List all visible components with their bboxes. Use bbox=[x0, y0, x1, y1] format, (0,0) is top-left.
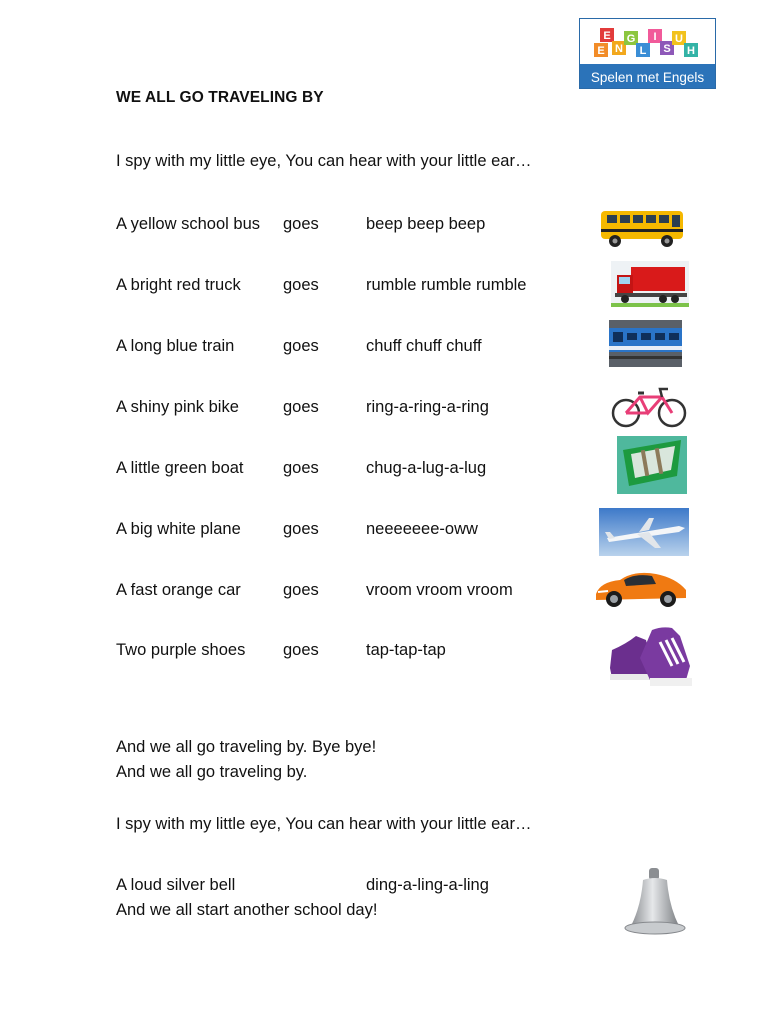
spelen-met-engels-logo bbox=[579, 18, 716, 89]
purple-shoes-icon bbox=[606, 622, 696, 690]
row-subject: A yellow school bus bbox=[116, 215, 260, 233]
svg-text:I: I bbox=[653, 31, 657, 43]
svg-text:H: H bbox=[687, 45, 695, 57]
row-sound: ring-a-ring-a-ring bbox=[366, 398, 489, 416]
green-boat-icon bbox=[617, 436, 687, 494]
row-subject: A little green boat bbox=[116, 459, 244, 477]
svg-text:E: E bbox=[603, 30, 611, 42]
row-verb: goes bbox=[283, 398, 319, 416]
row-subject: A big white plane bbox=[116, 520, 241, 538]
song-title: WE ALL GO TRAVELING BY bbox=[116, 89, 324, 106]
english-blocks-icon bbox=[580, 19, 715, 65]
logo-caption: Spelen met Engels bbox=[590, 70, 705, 85]
svg-text:U: U bbox=[675, 33, 683, 45]
row-subject: A long blue train bbox=[116, 337, 235, 355]
row-sound: chuff chuff chuff bbox=[366, 337, 482, 355]
row-sound: beep beep beep bbox=[366, 215, 486, 233]
blue-train-icon bbox=[609, 320, 682, 367]
chorus-line: And we all go traveling by. bbox=[116, 763, 308, 781]
svg-text:N: N bbox=[615, 43, 623, 55]
row-verb: goes bbox=[283, 459, 319, 477]
intro-line: I spy with my little eye, You can hear with your little ear… bbox=[116, 152, 532, 170]
svg-text:G: G bbox=[626, 33, 636, 45]
final-subject: A loud silver bell bbox=[116, 876, 236, 894]
row-sound: vroom vroom vroom bbox=[366, 581, 513, 599]
row-verb: goes bbox=[283, 276, 319, 294]
row-sound: neeeeeee-oww bbox=[366, 520, 478, 538]
row-subject: A fast orange car bbox=[116, 581, 241, 599]
silver-bell-icon bbox=[619, 866, 691, 940]
intro-line-2: I spy with my little eye, You can hear with your little ear… bbox=[116, 815, 532, 833]
row-subject: A bright red truck bbox=[116, 276, 241, 294]
svg-text:S: S bbox=[663, 43, 671, 55]
final-sound: ding-a-ling-a-ling bbox=[366, 876, 489, 894]
row-subject: Two purple shoes bbox=[116, 641, 246, 659]
chorus-line: And we all go traveling by. Bye bye! bbox=[116, 738, 377, 756]
row-verb: goes bbox=[283, 215, 319, 233]
final-line: And we all start another school day! bbox=[116, 901, 378, 919]
white-plane-icon bbox=[599, 508, 689, 556]
row-verb: goes bbox=[283, 337, 319, 355]
svg-text:L: L bbox=[639, 45, 647, 57]
orange-car-icon bbox=[590, 564, 692, 612]
row-subject: A shiny pink bike bbox=[116, 398, 239, 416]
school-bus-icon bbox=[597, 205, 687, 249]
row-verb: goes bbox=[283, 581, 319, 599]
pink-bike-icon bbox=[610, 383, 688, 429]
svg-text:E: E bbox=[597, 45, 605, 57]
row-sound: chug-a-lug-a-lug bbox=[366, 459, 487, 477]
red-truck-icon bbox=[611, 261, 689, 307]
row-verb: goes bbox=[283, 520, 319, 538]
row-sound: tap-tap-tap bbox=[366, 641, 446, 659]
row-sound: rumble rumble rumble bbox=[366, 276, 527, 294]
row-verb: goes bbox=[283, 641, 319, 659]
